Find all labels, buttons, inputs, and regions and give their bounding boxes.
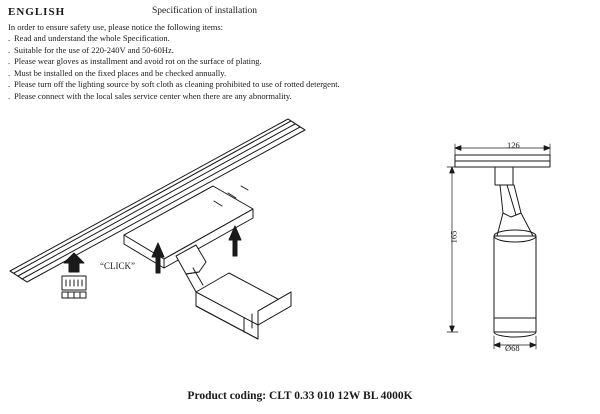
- list-item-label: Must be installed on the fixed places and be checked annually.: [14, 67, 227, 78]
- luminaire-stem: [176, 245, 206, 292]
- click-label: “CLICK”: [100, 261, 135, 271]
- spot-head-perspective: [196, 273, 291, 339]
- dimension-top-width: 126: [507, 140, 520, 150]
- bullet-marker: .: [8, 79, 11, 90]
- intro-text: In order to ensure safety use, please notice the following items:: [8, 22, 224, 32]
- list-item-label: Please wear gloves as installment and avoid rot on the surface of plating.: [14, 56, 262, 67]
- bullet-marker: .: [8, 33, 11, 43]
- language-heading: ENGLISH: [8, 6, 66, 18]
- product-coding: Product coding: CLT 0.33 010 12W BL 4000K: [187, 390, 413, 402]
- technical-drawing: [455, 155, 550, 337]
- dimension-diameter: Ø68: [505, 343, 520, 353]
- bullet-marker: .: [8, 56, 11, 67]
- list-item-label: Suitable for the use of 220-240V and 50-60Hz.: [14, 44, 174, 55]
- list-item-label: Please turn off the lighting source by soft cloth as cleaning prohibited to use of rotted detergent.: [14, 79, 340, 90]
- list-item-label: Read and understand the whole Specification.: [14, 33, 170, 43]
- dimension-height: 165: [448, 230, 459, 244]
- spec-heading: Specification of installation: [152, 6, 258, 16]
- bullet-marker: .: [8, 90, 11, 101]
- list-item-label: Please connect with the local sales service center when there are any abnormality.: [14, 90, 292, 101]
- bullet-marker: .: [8, 44, 11, 55]
- bullet-marker: .: [8, 67, 11, 78]
